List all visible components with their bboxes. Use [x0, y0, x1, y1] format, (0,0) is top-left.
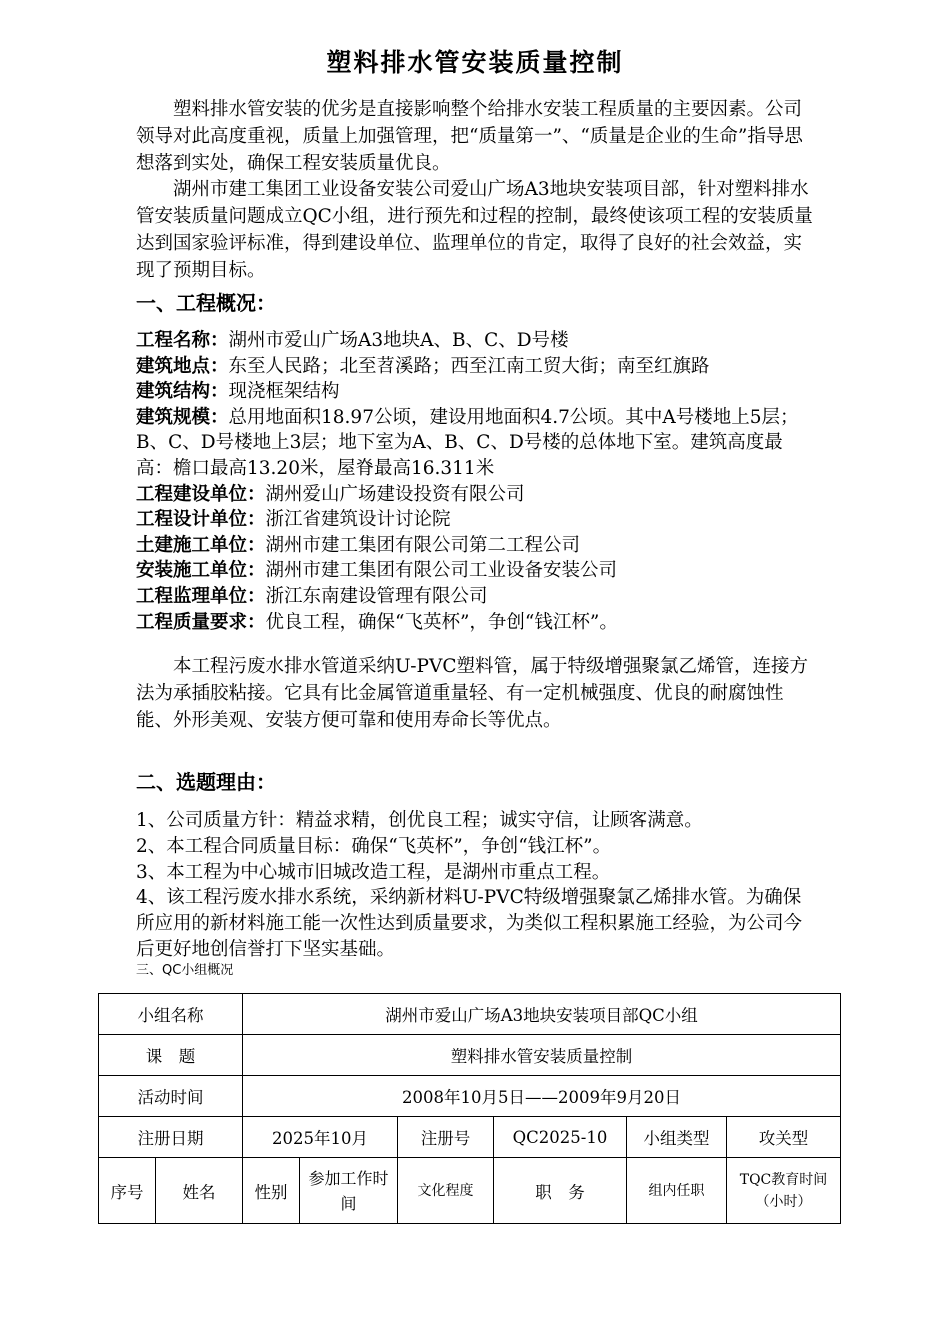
document-title: 塑料排水管安装质量控制 — [326, 48, 624, 77]
table-row-member-headers — [99, 1158, 841, 1224]
info-row-supervisor — [136, 584, 816, 610]
table-row-registration — [99, 1117, 841, 1158]
reason-item: 4、该工程污废水排水系统，采纳新材料U-PVC特级增强聚氯乙烯排水管。为确保所应用的新材料施工能一次性达到质量要求，为类似工程积累施工经验，为公司今后更好地创信誉打下坚实基础。 — [136, 887, 803, 960]
info-value: 总用地面积18.97公顷，建设用地面积4.7公顷。其中A号楼地上5层；B、C、D号楼地上3层；地下室为A、B、C、D号楼的总体地下室。建筑高度最高：檐口最高13.20米，屋脊最高16.311米 — [136, 406, 799, 479]
info-label: 工程监理单位： — [136, 585, 266, 607]
info-value: 湖州爱山广场建设投资有限公司 — [265, 483, 525, 505]
group-type-value: 攻关型 — [727, 1117, 841, 1158]
info-value: 浙江东南建设管理有限公司 — [265, 585, 488, 607]
info-label: 工程质量要求： — [136, 611, 266, 633]
reg-no-label: 注册号 — [398, 1117, 494, 1158]
header-name: 姓名 — [156, 1158, 243, 1224]
header-education: 文化程度 — [398, 1158, 494, 1224]
topic-value: 塑料排水管安装质量控制 — [243, 1035, 841, 1076]
reg-no-value: QC2025-10 — [494, 1117, 627, 1158]
info-value: 湖州市爱山广场A3地块A、B、C、D号楼 — [228, 330, 569, 351]
header-work-time: 参加工作时间 — [300, 1158, 398, 1224]
info-value: 东至人民路；北至苕溪路；西至江南工贸大街；南至红旗路 — [228, 355, 710, 377]
info-label: 建筑结构： — [136, 381, 229, 403]
info-row-structure — [136, 379, 816, 405]
reg-date-value: 2025年10月 — [243, 1117, 398, 1158]
table-row-activity-time — [99, 1076, 841, 1117]
info-row-owner — [136, 482, 816, 508]
reasons-list — [136, 808, 816, 963]
activity-time-value: 2008年10月5日——2009年9月20日 — [243, 1076, 841, 1117]
intro-paragraph-1: 塑料排水管安装的优劣是直接影响整个给排水安装工程质量的主要因素。公司领导对此高度重视，质量上加强管理，把“质量第一”、“质量是企业的生命”指导思想落到实处，确保工程安装质量优良。 — [136, 99, 803, 174]
topic-label: 课 题 — [99, 1035, 243, 1076]
info-value: 浙江省建筑设计讨论院 — [265, 509, 451, 531]
info-row-install-contractor — [136, 558, 816, 584]
header-role: 组内任职 — [627, 1158, 727, 1224]
activity-time-label: 活动时间 — [99, 1076, 243, 1117]
section-heading-overview: 一、工程概况： — [136, 291, 276, 315]
reason-item: 2、本工程合同质量目标：确保“飞英杯”，争创“钱江杯”。 — [136, 835, 612, 857]
info-value: 湖州市建工集团有限公司第二工程公司 — [265, 534, 581, 556]
section-heading-qc-group: 三、QC小组概况 — [136, 963, 234, 978]
info-row-location — [136, 354, 816, 380]
group-type-label: 小组类型 — [627, 1117, 727, 1158]
header-position: 职 务 — [494, 1158, 627, 1224]
project-info-list — [136, 328, 816, 635]
info-value: 湖州市建工集团有限公司工业设备安装公司 — [265, 560, 618, 582]
group-name-label: 小组名称 — [99, 994, 243, 1035]
info-label: 土建施工单位： — [136, 534, 266, 556]
intro-paragraph-2: 湖州市建工集团工业设备安装公司爱山广场A3地块安装项目部，针对塑料排水管安装质量问题成立QC小组，进行预先和过程的控制，最终使该项工程的安装质量达到国家验评标准，得到建设单位、监理单位的肯定，取得了良好的社会效益，实现了预期目标。 — [136, 179, 813, 281]
info-row-project-name — [136, 328, 816, 354]
section-heading-reasons: 二、选题理由： — [136, 770, 276, 794]
info-label: 工程设计单位： — [136, 509, 266, 531]
info-label: 建筑规模： — [136, 406, 229, 428]
group-name-value: 湖州市爱山广场A3地块安装项目部QC小组 — [243, 994, 841, 1035]
qc-group-table — [98, 993, 841, 1224]
header-no: 序号 — [99, 1158, 156, 1224]
info-label: 建筑地点： — [136, 355, 229, 377]
table-row-topic — [99, 1035, 841, 1076]
info-label: 安装施工单位： — [136, 560, 266, 582]
info-row-scale — [136, 405, 816, 482]
header-gender: 性别 — [243, 1158, 300, 1224]
info-row-designer — [136, 507, 816, 533]
reason-item: 1、公司质量方针：精益求精，创优良工程；诚实守信，让顾客满意。 — [136, 810, 703, 831]
info-value: 现浇框架结构 — [228, 381, 340, 403]
info-label: 工程建设单位： — [136, 483, 266, 505]
info-value: 优良工程，确保“飞英杯”，争创“钱江杯”。 — [265, 611, 618, 633]
info-row-civil-contractor — [136, 533, 816, 559]
reg-date-label: 注册日期 — [99, 1117, 243, 1158]
reason-item: 3、本工程为中心城市旧城改造工程，是湖州市重点工程。 — [136, 861, 611, 883]
info-row-quality-requirement — [136, 610, 816, 636]
header-tqc-hours: TQC教育时间（小时） — [727, 1158, 841, 1224]
table-row-group-name — [99, 994, 841, 1035]
pipe-description-paragraph: 本工程污废水排水管道采纳U-PVC塑料管，属于特级增强聚氯乙烯管，连接方法为承插胶粘接。它具有比金属管道重量轻、有一定机械强度、优良的耐腐蚀性能、外形美观、安装方便可靠和使用寿命长等优点。 — [136, 656, 808, 731]
info-label: 工程名称： — [136, 330, 229, 351]
